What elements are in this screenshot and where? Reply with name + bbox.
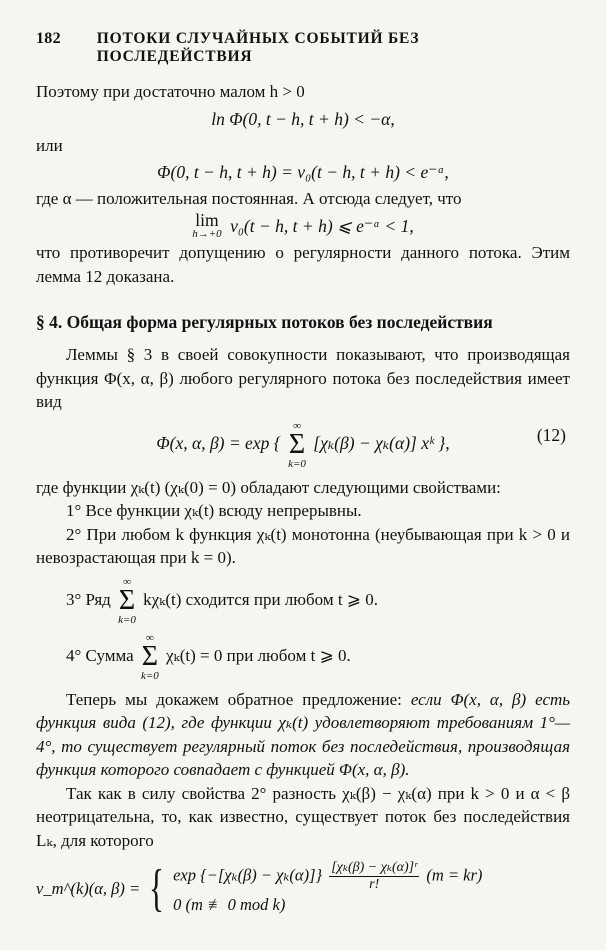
fraction-denominator: r! [369, 877, 380, 893]
paragraph-1: Поэтому при достаточно малом h > 0 [36, 82, 305, 101]
brace-cases [173, 860, 482, 917]
sigma-icon: Σ [118, 584, 136, 616]
paragraph-3: что противоречит допущению о регулярности данного потока. Этим лемма 12 доказана. [36, 243, 570, 286]
sum-bottom: k=0 [288, 457, 306, 470]
case-2: 0 (m ≢ 0 mod k) [173, 895, 286, 915]
property-3-text: kχₖ(t) сходится при любом t ⩾ 0. [143, 589, 379, 609]
eq5-left: v_m^(k)(α, β) = [36, 878, 141, 898]
property-4-label: 4° Сумма [66, 645, 134, 665]
word-or: или [36, 135, 63, 155]
fraction [329, 860, 419, 893]
case-1-condition: (m = kr) [426, 865, 483, 885]
limit-operator [192, 210, 222, 241]
case-1-exp: exp {−[χₖ(β) − χₖ(α)]} [173, 865, 323, 885]
sum-operator [288, 420, 306, 470]
sigma-icon: Σ [141, 640, 158, 672]
paragraph-6-plain: Теперь мы докажем обратное предложение: [66, 689, 402, 709]
section-heading: § 4. Общая форма регулярных потоков без последействия [36, 312, 493, 333]
property-3 [36, 576, 570, 626]
sum-bottom-4: k=0 [140, 669, 159, 682]
eq12-body: [χₖ(β) − χₖ(α)] xᵏ }, [313, 433, 450, 453]
equation-1: ln Φ(0, t − h, t + h) < −α, [211, 108, 395, 129]
paragraph-6-italic: если Φ(x, α, β) есть функция вида (12), где функции χₖ(t) удовлетворяют требованиям 1°—4°, то существует регулярный поток без последействия, производящая функция которого совпадает с функцией Φ(x, α, β). [36, 689, 571, 780]
equation-12 [36, 420, 570, 470]
property-4 [36, 632, 570, 682]
page-header [36, 30, 570, 66]
lim-subscript: h→+0 [192, 228, 222, 241]
paragraph-4: Леммы § 3 в своей совокупности показывают, что производящая функция Φ(x, α, β) любого регулярного потока без последействия имеет вид [36, 345, 570, 412]
sigma-icon: Σ [288, 428, 306, 460]
page-number: 182 [36, 30, 61, 47]
property-3-label: 3° Ряд [66, 589, 111, 609]
left-brace-icon: { [149, 859, 165, 917]
equation-3-body: v₀(t − h, t + h) ⩽ e⁻ᵅ < 1, [230, 215, 414, 236]
sum-top-4: ∞ [145, 631, 154, 644]
paragraph-2: где α — положительная постоянная. А отсюда следует, что [36, 189, 462, 208]
paragraph-6 [36, 688, 570, 782]
property-4-text: χₖ(t) = 0 при любом t ⩾ 0. [166, 645, 351, 665]
sum-operator-3 [118, 576, 136, 626]
eq12-left: Φ(x, α, β) = exp { [156, 433, 281, 453]
sum-top-3: ∞ [123, 575, 131, 588]
equation-2: Φ(0, t − h, t + h) = v₀(t − h, t + h) < e⁻ᵅ, [157, 162, 449, 182]
sum-top: ∞ [293, 419, 301, 432]
fraction-numerator: [χₖ(β) − χₖ(α)]ʳ [331, 860, 418, 876]
property-2: 2° При любом k функция χₖ(t) монотонна (неубывающая при k > 0 и невозрастающая при k = 0). [36, 524, 570, 568]
running-title: ПОТОКИ СЛУЧАЙНЫХ СОБЫТИЙ БЕЗ ПОСЛЕДЕЙСТВИЯ [96, 30, 420, 65]
paragraph-5: где функции χₖ(t) (χₖ(0) = 0) обладают следующими свойствами: [36, 477, 501, 497]
property-1: 1° Все функции χₖ(t) всюду непрерывны. [66, 501, 362, 521]
equation-5 [36, 860, 570, 917]
lim-text: lim [195, 210, 219, 231]
sum-bottom-3: k=0 [118, 613, 136, 626]
sum-operator-4 [141, 632, 159, 682]
case-1 [173, 860, 482, 893]
paragraph-7: Так как в силу свойства 2° разность χₖ(β) − χₖ(α) при k > 0 и α < β неотрицательна, то, как известно, существует поток без последействия Lₖ, для которого [36, 783, 570, 850]
equation-3 [36, 211, 570, 242]
equation-number: (12) [536, 424, 566, 445]
